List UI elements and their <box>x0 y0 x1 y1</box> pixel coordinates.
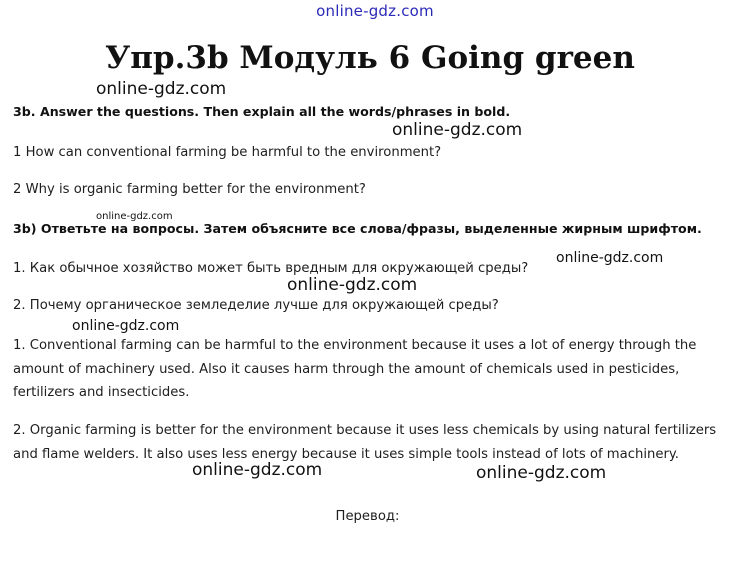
site-link[interactable]: online-gdz.com <box>316 2 434 20</box>
watermark: online-gdz.com <box>96 211 173 222</box>
answer-1: 1. Conventional farming can be harmful to the environment because it uses a lot of energy through the amount of machinery used. Also it causes harm through the amount of chemicals used in pesticides, fertilizers and insecticides. <box>13 338 697 400</box>
task-heading-en: 3b. Answer the questions. Then explain all the words/phrases in bold. <box>13 104 511 119</box>
watermark: online-gdz.com <box>72 318 180 334</box>
question-2-ru: 2. Почему органическое земледелие лучше для окружающей среды? <box>13 298 499 313</box>
question-1-ru: 1. Как обычное хозяйство может быть вредным для окружающей среды? <box>13 261 529 276</box>
watermark: online-gdz.com <box>96 79 227 99</box>
question-2-en: 2 Why is organic farming better for the environment? <box>13 182 366 197</box>
answer-2: 2. Organic farming is better for the environment because it uses less chemicals by using natural fertilizers and flame welders. It also uses less energy because it uses simple tools instead of lots of machinery. <box>13 423 717 462</box>
page-title: Упр.3b Модуль 6 Going green <box>105 40 635 76</box>
watermark: online-gdz.com <box>287 275 418 295</box>
watermark: online-gdz.com <box>476 463 607 483</box>
translation-label: Перевод: <box>335 509 400 524</box>
watermark: online-gdz.com <box>192 460 323 480</box>
task-heading-ru: 3b) Ответьте на вопросы. Затем объясните все слова/фразы, выделенные жирным шрифтом. <box>13 221 702 236</box>
question-1-en: 1 How can conventional farming be harmful to the environment? <box>13 145 442 160</box>
watermark: online-gdz.com <box>392 120 523 140</box>
watermark: online-gdz.com <box>556 250 664 266</box>
